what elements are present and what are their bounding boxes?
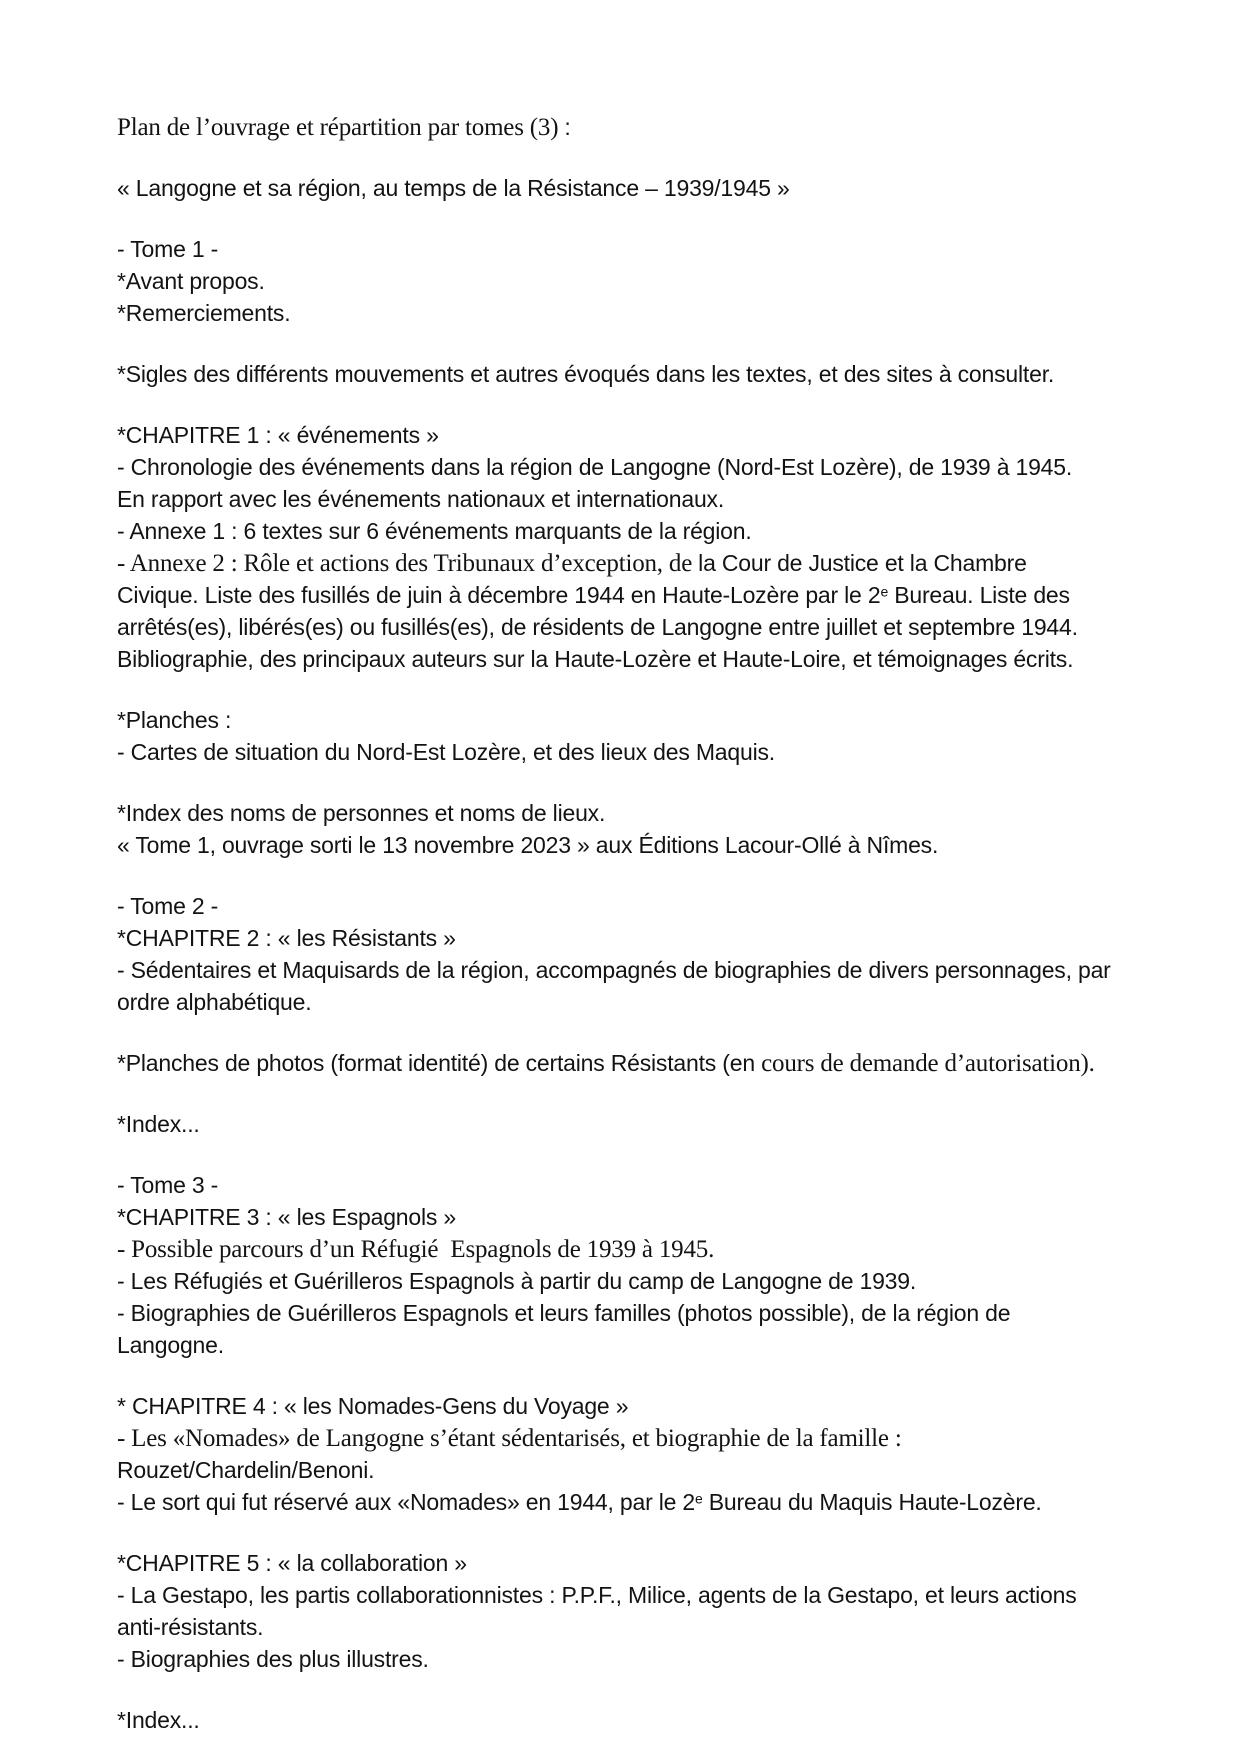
text-segment: - Tome 3 - bbox=[117, 1172, 219, 1198]
text-line bbox=[117, 360, 1185, 392]
text-line bbox=[117, 421, 1185, 453]
tome-1-head bbox=[117, 235, 1185, 331]
text-segment: Civique. Liste des fusillés de juin à décembre 1944 en Haute-Lozère par le 2 bbox=[117, 582, 881, 608]
text-segment: - Tome 1 - bbox=[117, 236, 219, 262]
text-segment: *Remerciements. bbox=[117, 300, 291, 326]
text-segment: « Tome 1, ouvrage sorti le 13 novembre 2023 » aux Éditions Lacour-Ollé à Nîmes. bbox=[117, 832, 939, 858]
text-segment: - Cartes de situation du Nord-Est Lozère, et des lieux des Maquis. bbox=[117, 739, 775, 765]
text-segment: Bureau. Liste des bbox=[888, 582, 1070, 608]
chapitre-5 bbox=[117, 1549, 1185, 1677]
text-line bbox=[117, 1110, 1185, 1142]
text-line bbox=[117, 299, 1185, 331]
text-segment: *CHAPITRE 2 : « les Résistants » bbox=[117, 925, 456, 951]
tome-2 bbox=[117, 892, 1185, 1020]
planches-tome-2 bbox=[117, 1049, 1185, 1081]
tome-3 bbox=[117, 1171, 1185, 1363]
text-segment: *Avant propos. bbox=[117, 268, 265, 294]
text-line bbox=[117, 706, 1185, 738]
text-segment: - Annexe 1 : 6 textes sur 6 événements marquants de la région. bbox=[117, 518, 752, 544]
book-title bbox=[117, 174, 1185, 206]
text-line bbox=[117, 1581, 1185, 1613]
text-line bbox=[117, 613, 1185, 645]
text-line bbox=[117, 1171, 1185, 1203]
text-line bbox=[117, 1267, 1185, 1299]
text-segment: *Sigles des différents mouvements et autres évoqués dans les textes, et des sites à consulter. bbox=[117, 361, 1055, 387]
superscript-segment: e bbox=[880, 583, 889, 600]
text-line bbox=[117, 485, 1185, 517]
text-segment: ordre alphabétique. bbox=[117, 989, 312, 1015]
text-segment: cours de demande d’autorisation). bbox=[761, 1050, 1095, 1077]
text-line bbox=[117, 988, 1185, 1020]
text-segment: En rapport avec les événements nationaux et internationaux. bbox=[117, 486, 725, 512]
text-line bbox=[117, 1613, 1185, 1645]
text-segment: - Les «Nomades» de Langogne s’étant sédentarisés, et biographie de la famille : bbox=[117, 1425, 902, 1452]
text-line bbox=[117, 799, 1185, 831]
text-line bbox=[117, 1424, 1185, 1456]
chapitre-1 bbox=[117, 421, 1185, 677]
text-line bbox=[117, 831, 1185, 863]
text-line bbox=[117, 1549, 1185, 1581]
text-line bbox=[117, 1488, 1185, 1520]
text-segment: *Index... bbox=[117, 1707, 200, 1733]
text-line bbox=[117, 1203, 1185, 1235]
text-segment: *Planches : bbox=[117, 707, 232, 733]
text-segment: *Index des noms de personnes et noms de lieux. bbox=[117, 800, 606, 826]
text-line bbox=[117, 174, 1185, 206]
text-segment: : bbox=[564, 114, 571, 140]
text-line bbox=[117, 581, 1185, 613]
text-segment: - Annexe 2 : Rôle et actions des Tribunaux d’exception, de bbox=[117, 550, 699, 577]
text-segment: « Langogne et sa région, au temps de la Résistance – 1939/1945 » bbox=[117, 175, 790, 201]
index-tome-1 bbox=[117, 799, 1185, 863]
text-segment: - Possible parcours d’un Réfugié Espagnols de 1939 à 1945. bbox=[117, 1236, 715, 1263]
text-line bbox=[117, 738, 1185, 770]
text-segment: Rouzet/Chardelin/Benoni. bbox=[117, 1457, 375, 1483]
text-segment: * CHAPITRE 4 : « les Nomades-Gens du Voyage » bbox=[117, 1393, 629, 1419]
text-segment: Bureau du Maquis Haute-Lozère. bbox=[702, 1489, 1042, 1515]
text-line bbox=[117, 549, 1185, 581]
index-tome-2 bbox=[117, 1110, 1185, 1142]
text-segment: - Chronologie des événements dans la région de Langogne (Nord-Est Lozère), de 1939 à 1945. bbox=[117, 454, 1073, 480]
text-segment: *CHAPITRE 3 : « les Espagnols » bbox=[117, 1204, 456, 1230]
text-segment: *CHAPITRE 5 : « la collaboration » bbox=[117, 1550, 467, 1576]
text-line bbox=[117, 1235, 1185, 1267]
text-segment: - Biographies de Guérilleros Espagnols et leurs familles (photos possible), de la région de bbox=[117, 1300, 1011, 1326]
text-line bbox=[117, 517, 1185, 549]
text-line bbox=[117, 1392, 1185, 1424]
superscript-segment: e bbox=[695, 1490, 703, 1507]
text-line bbox=[117, 453, 1185, 485]
text-segment: *Planches de photos (format identité) de certains Résistants (en bbox=[117, 1050, 762, 1076]
text-line bbox=[117, 924, 1185, 956]
text-segment: - Le sort qui fut réservé aux «Nomades» en 1944, par le 2 bbox=[117, 1489, 695, 1515]
text-line bbox=[117, 267, 1185, 299]
text-line bbox=[117, 1645, 1185, 1677]
text-segment: *CHAPITRE 1 : « événements » bbox=[117, 422, 439, 448]
text-segment: Plan de l’ouvrage et répartition par tomes (3) bbox=[117, 114, 565, 141]
text-segment: - Biographies des plus illustres. bbox=[117, 1646, 429, 1672]
text-line bbox=[117, 1706, 1185, 1738]
text-line bbox=[117, 892, 1185, 924]
text-segment: *Index... bbox=[117, 1111, 200, 1137]
sigles bbox=[117, 360, 1185, 392]
text-segment: - Tome 2 - bbox=[117, 893, 219, 919]
text-line bbox=[117, 113, 1185, 145]
text-line bbox=[117, 1456, 1185, 1488]
text-segment: Bibliographie, des principaux auteurs sur la Haute-Lozère et Haute-Loire, et témoignages écrits. bbox=[117, 646, 1074, 672]
text-line bbox=[117, 1299, 1185, 1331]
text-line bbox=[117, 235, 1185, 267]
text-line bbox=[117, 956, 1185, 988]
chapitre-4 bbox=[117, 1392, 1185, 1520]
text-segment: - Les Réfugiés et Guérilleros Espagnols à partir du camp de Langogne de 1939. bbox=[117, 1268, 917, 1294]
text-line bbox=[117, 1049, 1185, 1081]
index-tome-3 bbox=[117, 1706, 1185, 1738]
text-segment: - La Gestapo, les partis collaborationnistes : P.P.F., Milice, agents de la Gestapo, et leurs actions bbox=[117, 1582, 1077, 1608]
planches-tome-1 bbox=[117, 706, 1185, 770]
text-segment: - Sédentaires et Maquisards de la région, accompagnés de biographies de divers personnages, par bbox=[117, 957, 1111, 983]
text-line bbox=[117, 645, 1185, 677]
doc-title-line bbox=[117, 113, 1185, 145]
text-segment: la Cour de Justice et la Chambre bbox=[698, 550, 1027, 576]
text-segment: arrêtés(es), libérés(es) ou fusillés(es), de résidents de Langogne entre juillet et septembre 1944. bbox=[117, 614, 1078, 640]
text-segment: Langogne. bbox=[117, 1332, 224, 1358]
text-segment: anti-résistants. bbox=[117, 1614, 264, 1640]
text-line bbox=[117, 1331, 1185, 1363]
